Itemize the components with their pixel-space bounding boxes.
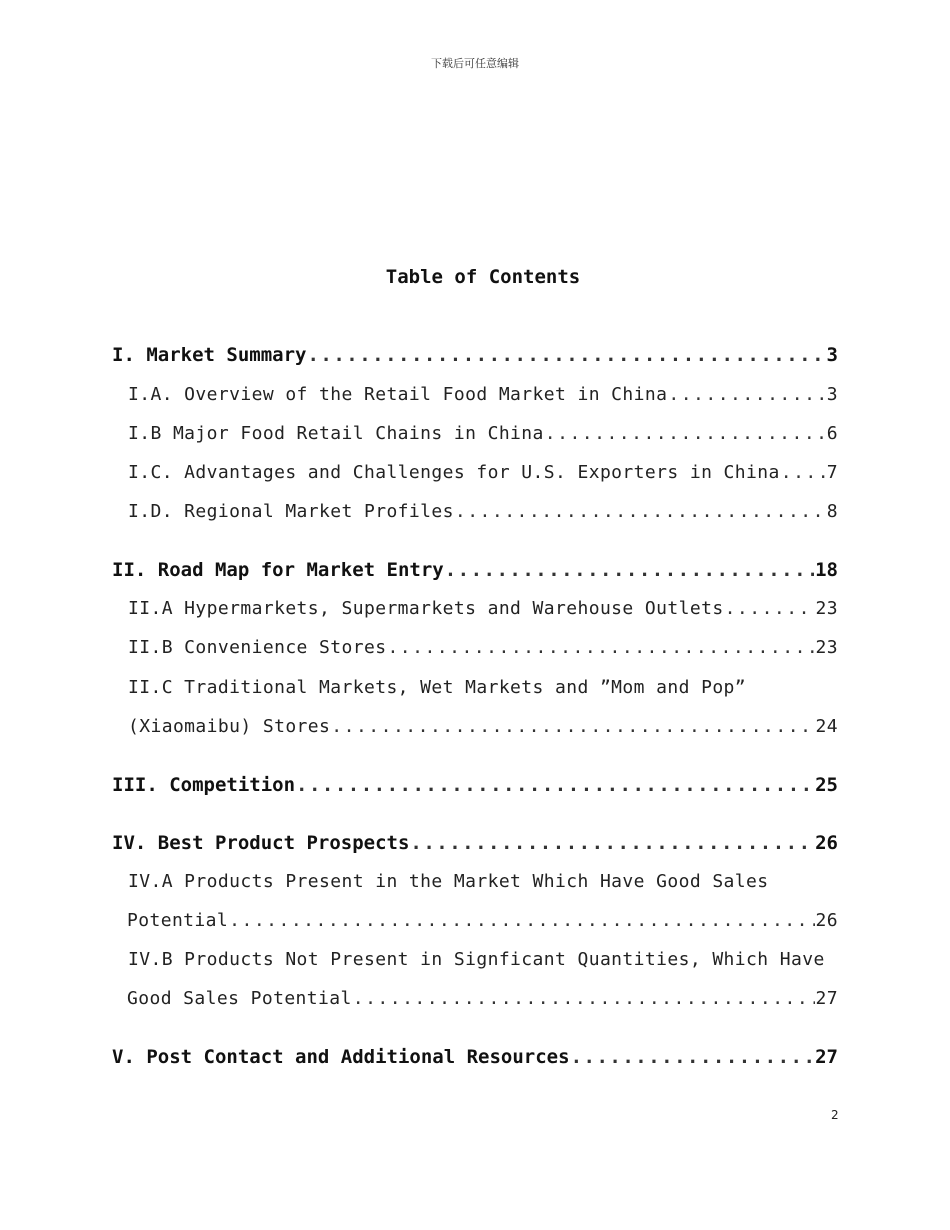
toc-entry-products-present-line1[interactable]: IV.A Products Present in the Market Which Have Good Sales xyxy=(128,871,769,892)
toc-entry-label: I.D. Regional Market Profiles xyxy=(128,501,454,522)
toc-entry-convenience-stores[interactable] xyxy=(128,637,838,658)
toc-entry-page: 26 xyxy=(815,832,838,854)
toc-entry-label: I.C. Advantages and Challenges for U.S. Exporters in China xyxy=(128,462,780,483)
toc-entry-label: I. Market Summary xyxy=(112,344,307,366)
toc-leader xyxy=(296,774,814,796)
toc-leader xyxy=(307,344,825,366)
toc-entry-products-present[interactable] xyxy=(127,910,838,931)
toc-entry-label: IV. Best Product Prospects xyxy=(112,832,410,854)
toc-entry-label: V. Post Contact and Additional Resources xyxy=(112,1046,570,1068)
toc-entry-page: 27 xyxy=(815,988,838,1009)
toc-entry-regional-profiles[interactable] xyxy=(128,501,838,522)
toc-entry-label: I.A. Overview of the Retail Food Market in China xyxy=(128,384,668,405)
toc-leader xyxy=(410,832,814,854)
toc-entry-overview-retail-food[interactable] xyxy=(128,384,838,405)
toc-entry-label: II.B Convenience Stores xyxy=(128,637,387,658)
header-note: 下载后可任意编辑 xyxy=(431,57,519,70)
toc-entry-post-contact[interactable] xyxy=(112,1046,838,1068)
toc-entry-page: 24 xyxy=(815,716,838,737)
toc-entry-products-not-present[interactable] xyxy=(127,988,838,1009)
toc-leader xyxy=(545,423,826,444)
toc-entry-road-map[interactable] xyxy=(112,559,838,581)
toc-entry-page: 23 xyxy=(815,598,838,619)
toc-entry-page: 3 xyxy=(826,344,838,366)
toc-leader xyxy=(725,598,815,619)
toc-entry-traditional-markets-line1[interactable]: II.C Traditional Markets, Wet Markets and ”Mom and Pop” xyxy=(128,677,747,698)
toc-entry-label: (Xiaomaibu) Stores xyxy=(128,716,331,737)
toc-entry-label: II. Road Map for Market Entry xyxy=(112,559,444,581)
toc-entry-page: 6 xyxy=(826,423,838,444)
toc-entry-competition[interactable] xyxy=(112,774,838,796)
toc-entry-best-product-prospects[interactable] xyxy=(112,832,838,854)
toc-entry-page: 27 xyxy=(815,1046,838,1068)
toc-entry-advantages-challenges[interactable] xyxy=(128,462,838,483)
toc-leader xyxy=(445,559,814,581)
toc-entry-label: I.B Major Food Retail Chains in China xyxy=(128,423,544,444)
toc-leader xyxy=(229,910,814,931)
toc-leader xyxy=(571,1046,815,1068)
toc-entry-label: Good Sales Potential xyxy=(127,988,352,1009)
toc-entry-label: Potential xyxy=(127,910,229,931)
page-number: 2 xyxy=(831,1108,839,1122)
toc-entry-page: 25 xyxy=(815,774,838,796)
toc-entry-label: III. Competition xyxy=(112,774,296,796)
toc-leader xyxy=(781,462,826,483)
toc-entry-page: 23 xyxy=(815,637,838,658)
toc-leader xyxy=(387,637,814,658)
toc-entry-page: 18 xyxy=(815,559,838,581)
toc-leader xyxy=(455,501,826,522)
toc-entry-page: 7 xyxy=(826,462,838,483)
toc-entry-page: 3 xyxy=(826,384,838,405)
toc-entry-products-not-present-line1[interactable]: IV.B Products Not Present in Signficant Quantities, Which Have xyxy=(128,949,825,970)
toc-entry-label: II.A Hypermarkets, Supermarkets and Warehouse Outlets xyxy=(128,598,724,619)
toc-entry-hypermarkets[interactable] xyxy=(128,598,838,619)
toc-leader xyxy=(668,384,825,405)
toc-entry-major-retail-chains[interactable] xyxy=(128,423,838,444)
toc-title: Table of Contents xyxy=(385,266,581,288)
toc-leader xyxy=(331,716,814,737)
toc-leader xyxy=(353,988,815,1009)
toc-entry-page: 8 xyxy=(826,501,838,522)
toc-entry-page: 26 xyxy=(815,910,838,931)
toc-entry-market-summary[interactable] xyxy=(112,344,838,366)
toc-entry-traditional-markets[interactable] xyxy=(128,716,838,737)
